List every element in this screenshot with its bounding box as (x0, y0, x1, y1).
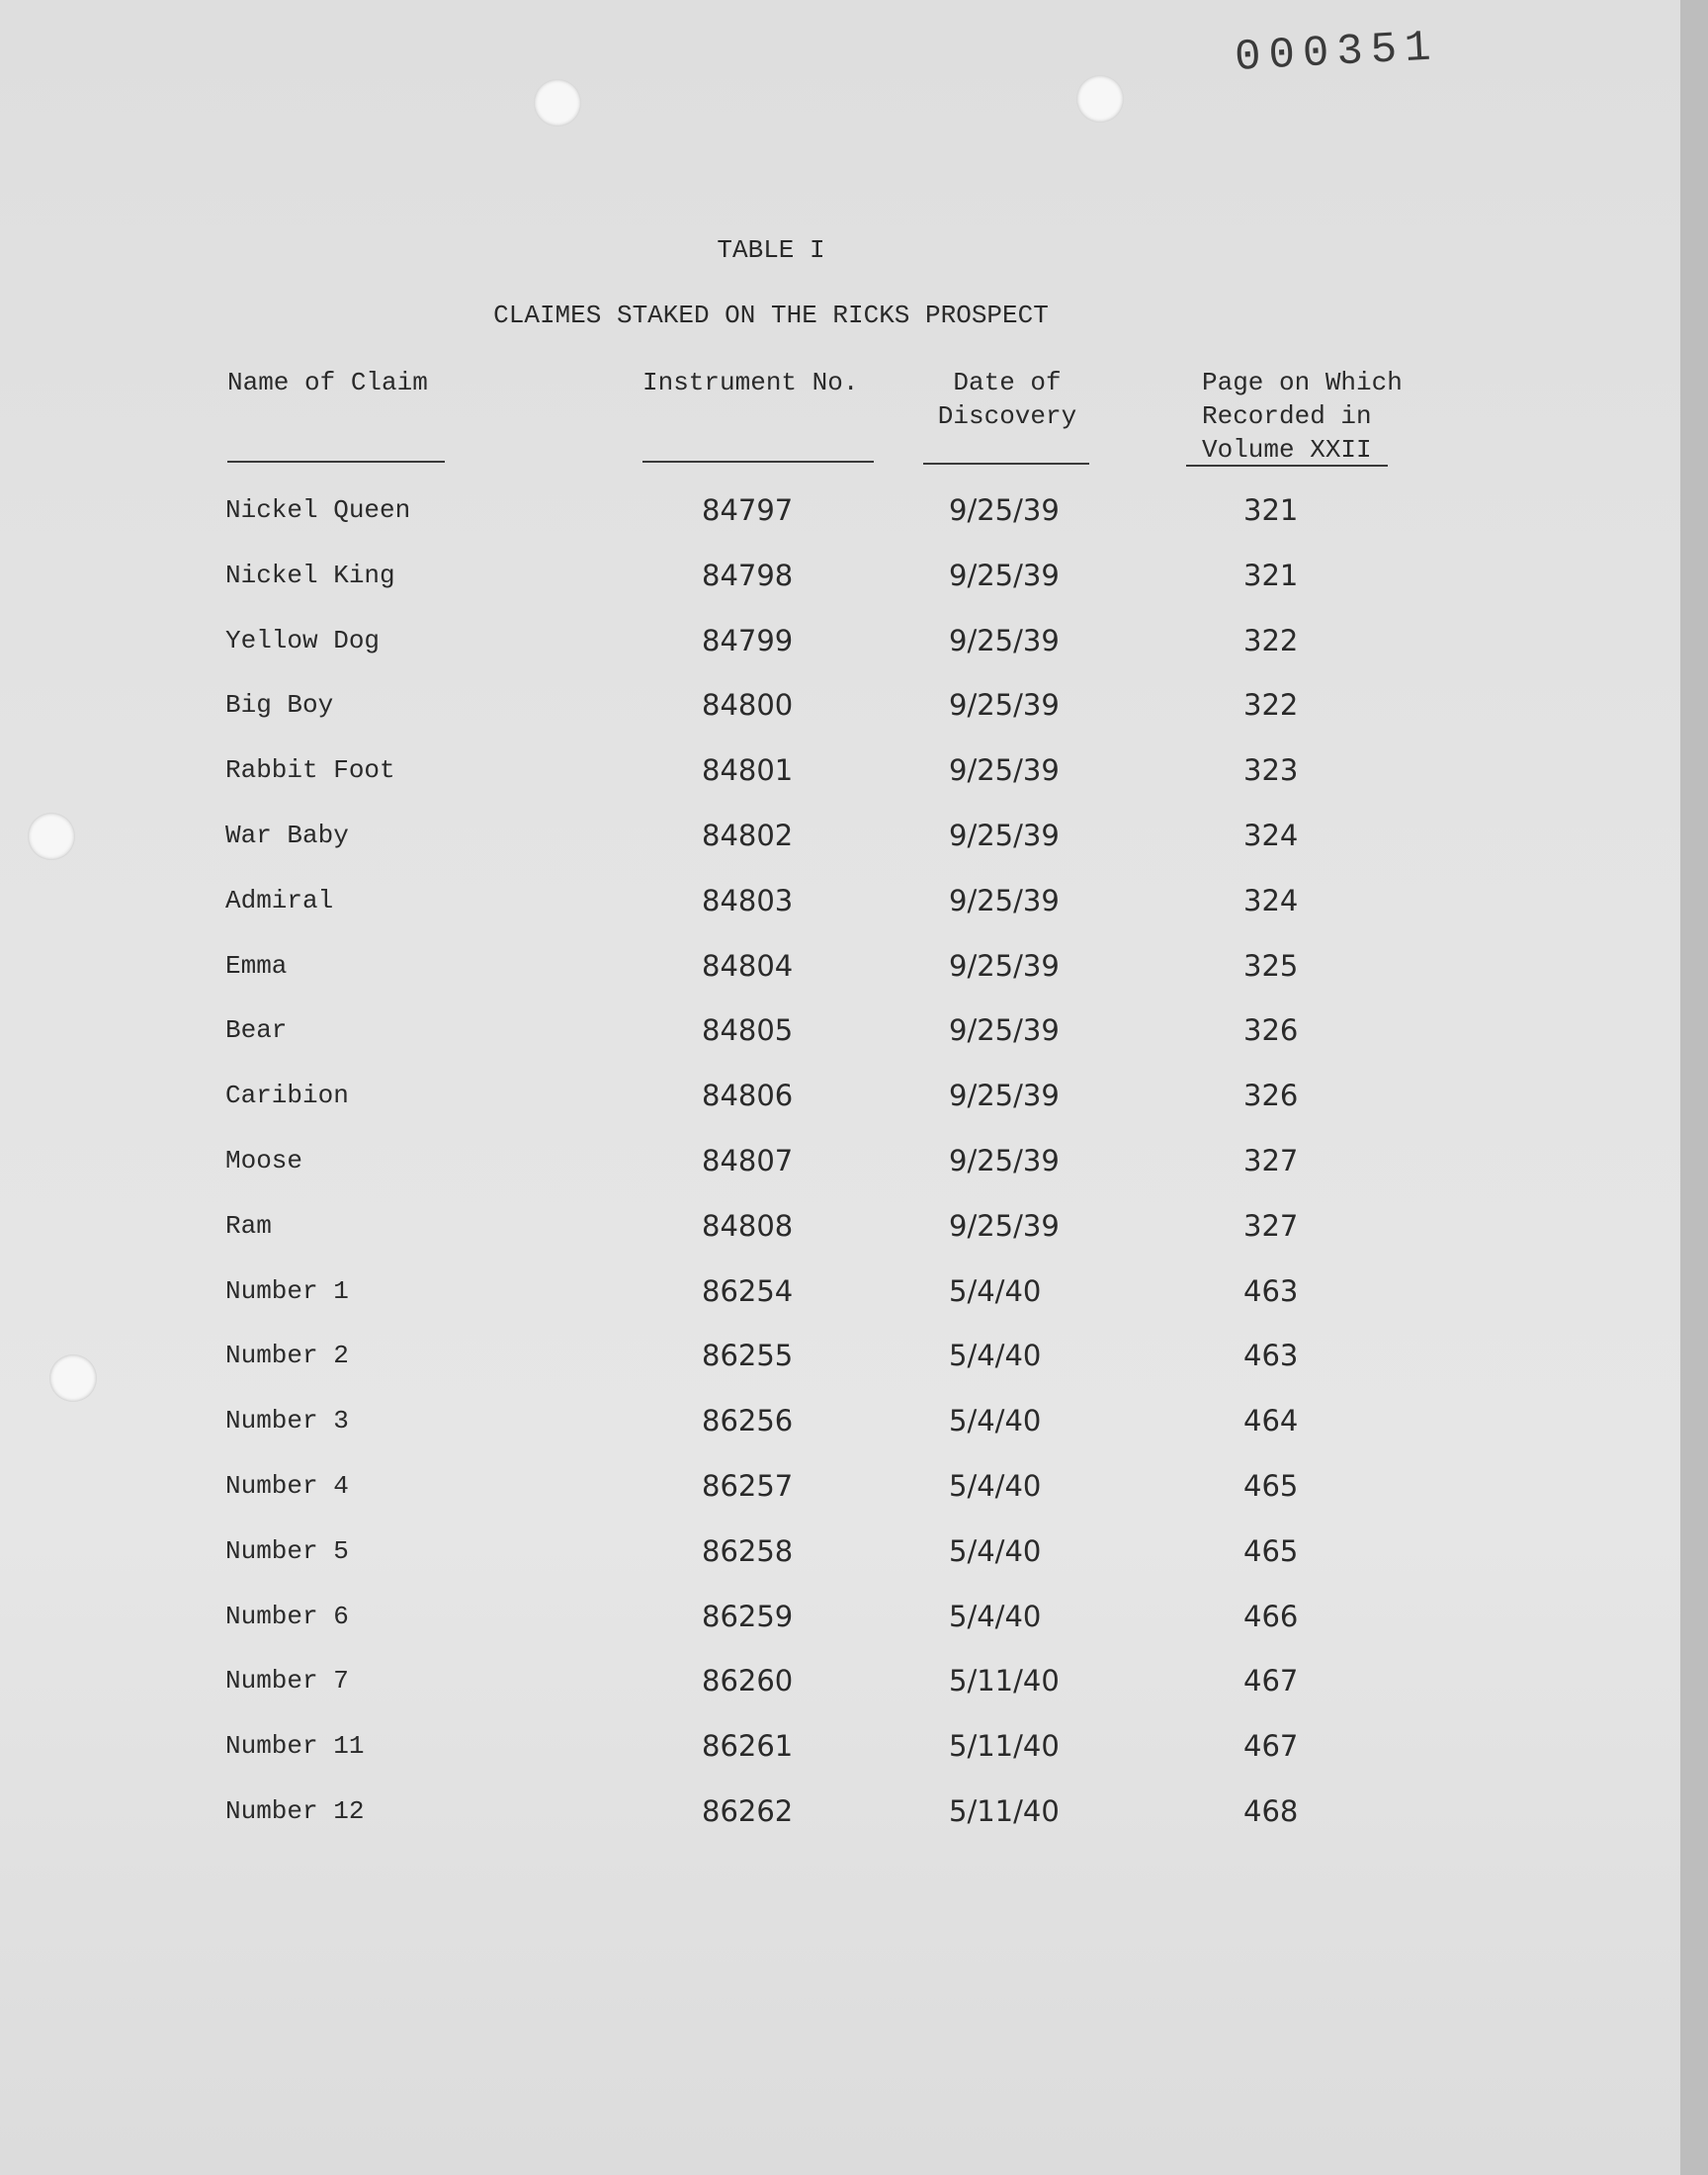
table-row (0, 750, 1680, 816)
claim-name: Number 4 (225, 1470, 349, 1501)
claim-name: Yellow Dog (225, 625, 381, 655)
discovery-date: 5/4/40 (949, 1468, 1042, 1503)
table-row (0, 881, 1680, 946)
recorded-page: 323 (1243, 753, 1299, 788)
table-row (0, 1661, 1680, 1726)
discovery-date: 9/25/39 (949, 1143, 1060, 1177)
instrument-number: 84806 (702, 1079, 794, 1113)
table-row (0, 685, 1680, 750)
recorded-page: 463 (1243, 1273, 1299, 1308)
instrument-number: 84801 (702, 753, 794, 788)
instrument-number: 86257 (702, 1468, 794, 1503)
table-row (0, 556, 1680, 621)
discovery-date: 9/25/39 (949, 688, 1060, 723)
recorded-page: 463 (1243, 1339, 1299, 1373)
recorded-page: 465 (1243, 1468, 1299, 1503)
instrument-number: 84797 (702, 493, 794, 527)
recorded-page: 326 (1243, 1013, 1299, 1048)
discovery-date: 9/25/39 (949, 753, 1060, 788)
header-date-line2: Discovery (937, 401, 1077, 431)
instrument-number: 86254 (702, 1273, 794, 1308)
claims-table-body (0, 490, 1680, 1857)
recorded-page: 464 (1243, 1404, 1299, 1438)
recorded-page: 465 (1243, 1533, 1299, 1568)
instrument-number: 84807 (702, 1143, 794, 1177)
table-row (0, 1791, 1680, 1857)
claim-name: Number 11 (225, 1731, 365, 1762)
table-row (0, 621, 1680, 686)
discovery-date: 5/11/40 (949, 1793, 1060, 1828)
instrument-number: 86258 (702, 1533, 794, 1568)
instrument-number: 86262 (702, 1793, 794, 1828)
discovery-date: 5/11/40 (949, 1729, 1060, 1764)
recorded-page: 322 (1243, 688, 1299, 723)
claim-name: Ram (225, 1210, 272, 1241)
recorded-page: 324 (1243, 883, 1299, 917)
discovery-date: 5/4/40 (949, 1404, 1042, 1438)
header-page-recorded (1202, 366, 1403, 467)
instrument-number: 86255 (702, 1339, 794, 1373)
claim-name: Number 7 (225, 1666, 349, 1696)
instrument-number: 84799 (702, 623, 794, 657)
table-row (0, 1466, 1680, 1531)
table-row (0, 1401, 1680, 1466)
claim-name: Number 6 (225, 1601, 349, 1631)
discovery-date: 5/4/40 (949, 1273, 1042, 1308)
claim-name: Moose (225, 1145, 303, 1175)
claim-name: Bear (225, 1015, 288, 1046)
table-row (0, 1010, 1680, 1076)
claim-name: Nickel Queen (225, 495, 411, 525)
table-row (0, 1531, 1680, 1597)
scan-edge (1680, 0, 1708, 2175)
recorded-page: 468 (1243, 1793, 1299, 1828)
table-row (0, 490, 1680, 556)
recorded-page: 327 (1243, 1208, 1299, 1243)
discovery-date: 9/25/39 (949, 1079, 1060, 1113)
discovery-date: 5/4/40 (949, 1339, 1042, 1373)
document-number: 000351 (1234, 23, 1440, 83)
punch-hole-top-left (534, 79, 581, 127)
recorded-page: 326 (1243, 1079, 1299, 1113)
discovery-date: 9/25/39 (949, 623, 1060, 657)
table-row (0, 1271, 1680, 1337)
instrument-number: 84805 (702, 1013, 794, 1048)
claim-name: Rabbit Foot (225, 755, 395, 786)
instrument-number: 86261 (702, 1729, 794, 1764)
recorded-page: 322 (1243, 623, 1299, 657)
claim-name: Number 5 (225, 1535, 349, 1566)
table-row (0, 1076, 1680, 1141)
header-page-line3: Volume XXII (1202, 435, 1372, 465)
claim-name: Caribion (225, 1081, 349, 1111)
instrument-number: 84802 (702, 818, 794, 852)
claim-name: War Baby (225, 820, 349, 850)
header-name-of-claim (227, 366, 428, 399)
instrument-number: 86260 (702, 1664, 794, 1698)
claim-name: Emma (225, 950, 288, 981)
claim-name: Big Boy (225, 690, 334, 721)
discovery-date: 9/25/39 (949, 818, 1060, 852)
discovery-date: 5/4/40 (949, 1599, 1042, 1633)
claim-name: Number 12 (225, 1795, 365, 1826)
discovery-date: 9/25/39 (949, 493, 1060, 527)
instrument-number: 86256 (702, 1404, 794, 1438)
discovery-date: 9/25/39 (949, 1013, 1060, 1048)
recorded-page: 321 (1243, 558, 1299, 592)
table-subtitle: CLAIMES STAKED ON THE RICKS PROSPECT (493, 301, 1049, 330)
instrument-number: 84803 (702, 883, 794, 917)
header-page-line1: Page on Which (1202, 368, 1403, 397)
discovery-date: 9/25/39 (949, 948, 1060, 983)
discovery-date: 9/25/39 (949, 558, 1060, 592)
table-row (0, 1336, 1680, 1401)
claim-name: Number 3 (225, 1406, 349, 1436)
claim-name: Nickel King (225, 560, 395, 590)
recorded-page: 466 (1243, 1599, 1299, 1633)
header-name-label: Name of Claim (227, 368, 428, 397)
header-date-underline (923, 463, 1089, 465)
table-row (0, 816, 1680, 881)
claim-name: Number 2 (225, 1341, 349, 1371)
header-date-line1: Date of (953, 368, 1062, 397)
recorded-page: 324 (1243, 818, 1299, 852)
instrument-number: 84804 (702, 948, 794, 983)
header-instrument-label: Instrument No. (642, 368, 859, 397)
table-row (0, 946, 1680, 1011)
header-page-line2: Recorded in (1202, 401, 1372, 431)
instrument-number: 86259 (702, 1599, 794, 1633)
discovery-date: 5/11/40 (949, 1664, 1060, 1698)
table-row (0, 1597, 1680, 1662)
recorded-page: 467 (1243, 1664, 1299, 1698)
table-title: TABLE I (717, 235, 825, 265)
header-name-underline (227, 461, 445, 463)
instrument-number: 84800 (702, 688, 794, 723)
recorded-page: 327 (1243, 1143, 1299, 1177)
discovery-date: 9/25/39 (949, 1208, 1060, 1243)
table-row (0, 1726, 1680, 1791)
instrument-number: 84798 (702, 558, 794, 592)
discovery-date: 9/25/39 (949, 883, 1060, 917)
discovery-date: 5/4/40 (949, 1533, 1042, 1568)
table-row (0, 1141, 1680, 1206)
recorded-page: 325 (1243, 948, 1299, 983)
recorded-page: 467 (1243, 1729, 1299, 1764)
recorded-page: 321 (1243, 493, 1299, 527)
header-instrument-underline (642, 461, 874, 463)
instrument-number: 84808 (702, 1208, 794, 1243)
header-date-of-discovery (923, 366, 1091, 433)
punch-hole-top-right (1076, 75, 1124, 123)
claim-name: Admiral (225, 885, 334, 915)
header-page-underline (1186, 465, 1388, 467)
claim-name: Number 1 (225, 1275, 349, 1306)
table-row (0, 1206, 1680, 1271)
header-instrument-no (642, 366, 858, 399)
